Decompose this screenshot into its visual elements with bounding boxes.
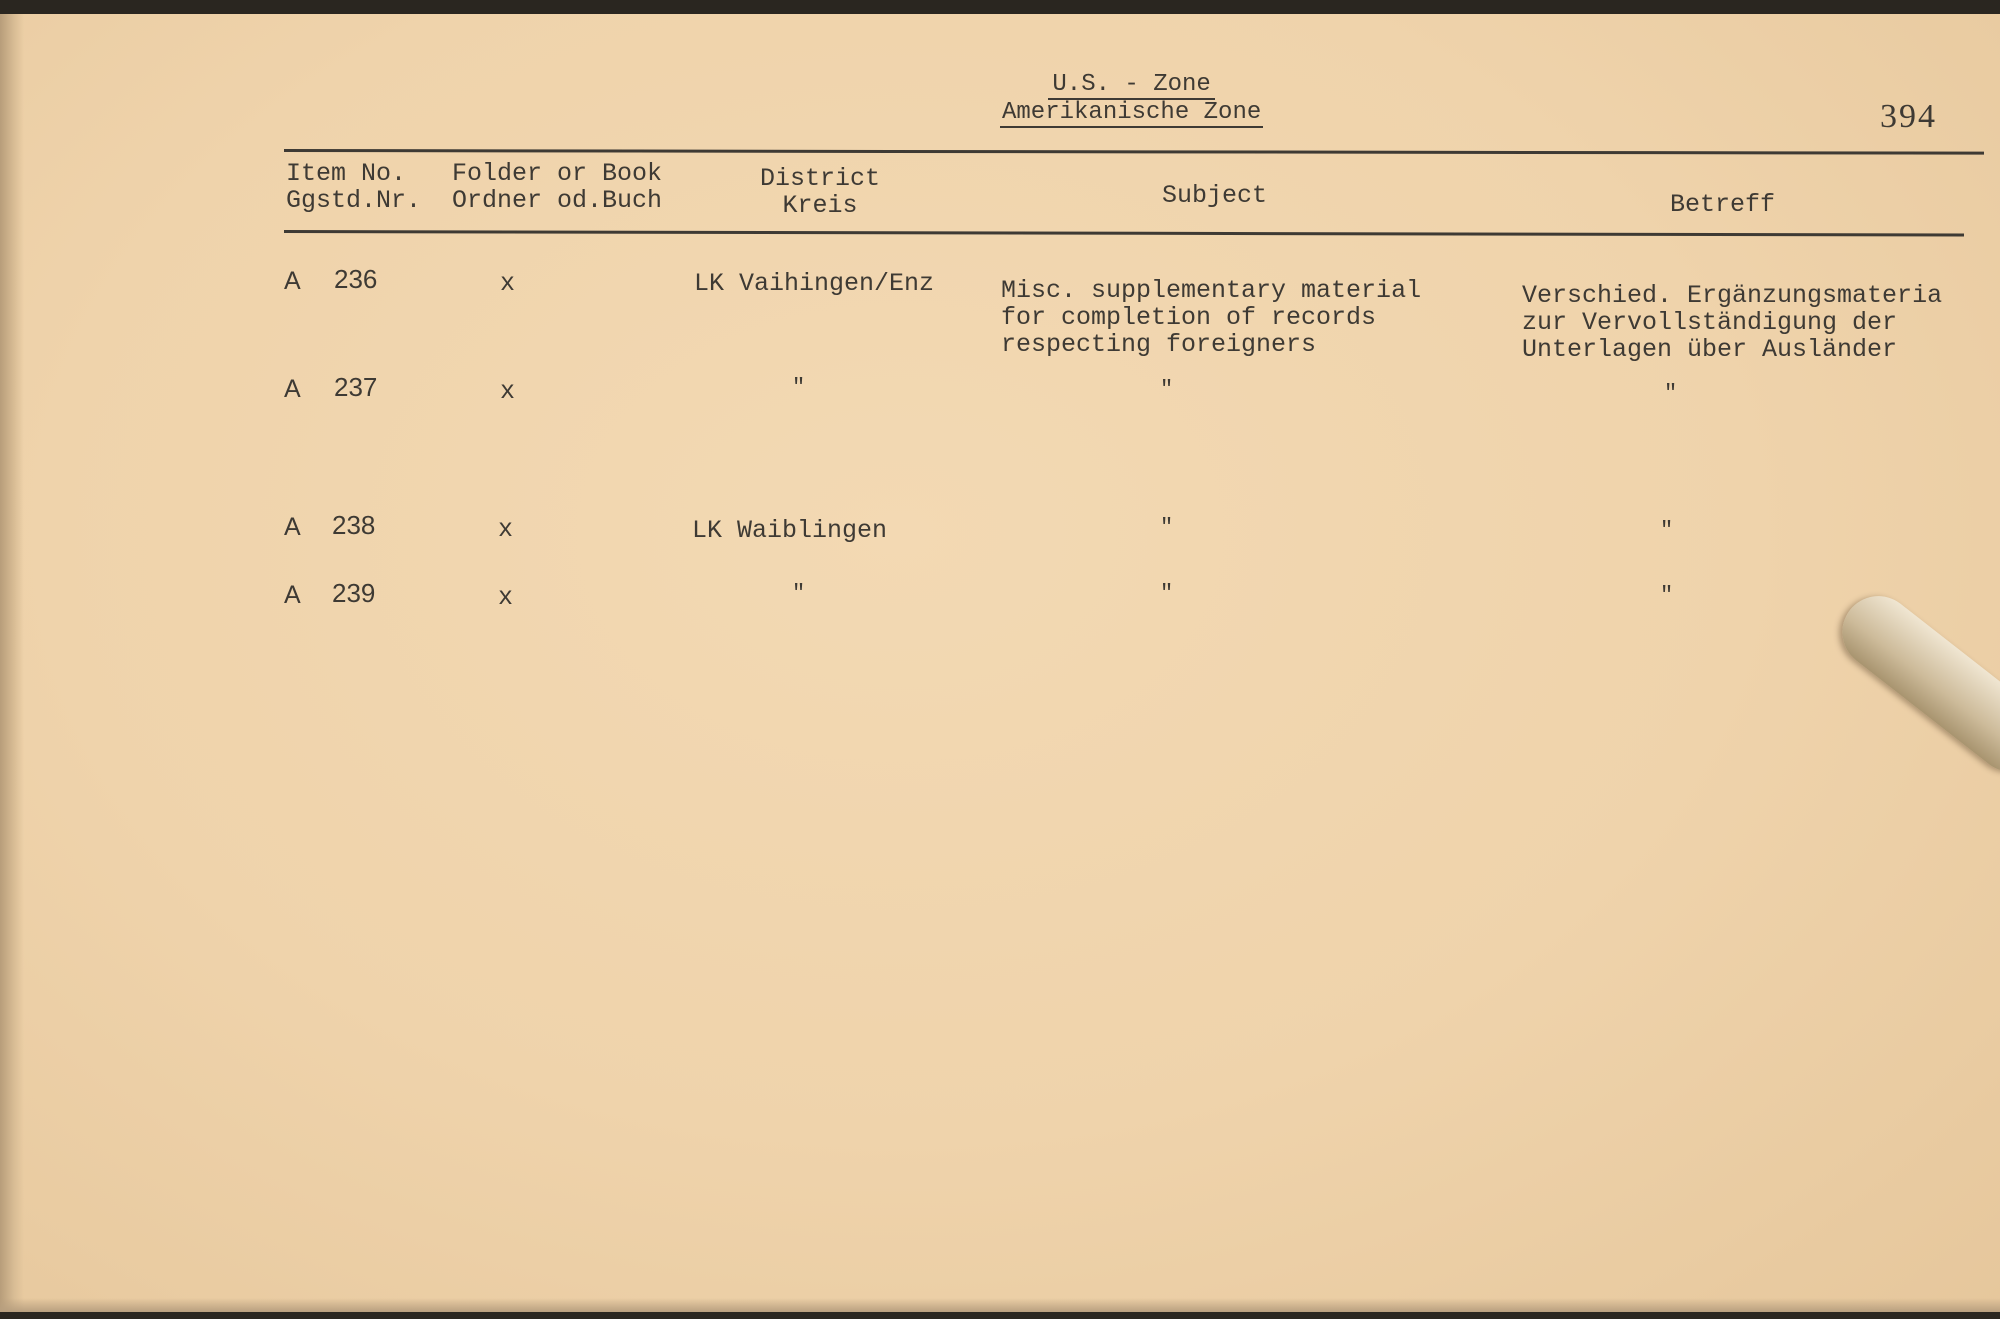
row-238-district: LK Waiblingen	[692, 516, 888, 545]
page-number: 394	[1880, 98, 1937, 135]
row-238-letter: A	[284, 513, 301, 541]
row-239-betreff: "	[1660, 583, 1674, 608]
row-237-letter: A	[284, 375, 301, 403]
ledger-page	[0, 14, 2000, 1312]
row-239-subject: "	[1160, 581, 1174, 606]
row-237-district: "	[792, 375, 806, 400]
zone-heading-english: U.S. - Zone	[1048, 72, 1214, 100]
row-238-subject: "	[1160, 515, 1174, 540]
zone-heading-german: Amerikanische Zone	[1002, 99, 1262, 126]
row-236-subject-line-1: Misc. supplementary material	[1001, 276, 1422, 305]
column-header-item-no	[286, 160, 421, 214]
row-236-subject	[1001, 277, 1421, 358]
row-236-letter: A	[284, 267, 301, 295]
row-236-subject-line-3: respecting foreigners	[1001, 330, 1317, 359]
row-239-district: "	[792, 581, 806, 606]
header-top-rule	[284, 149, 1984, 155]
header-bottom-rule	[284, 230, 1964, 237]
column-header-folder-de: Ordner od.Buch	[452, 186, 663, 215]
row-236-subject-line-2: for completion of records	[1001, 303, 1377, 332]
row-236-folder: x	[500, 269, 516, 298]
row-237-subject: "	[1160, 377, 1174, 402]
column-header-folder-en: Folder or Book	[452, 159, 663, 188]
row-238-folder: x	[498, 515, 514, 544]
column-header-district	[760, 165, 880, 219]
column-header-item-de: Ggstd.Nr.	[286, 186, 422, 215]
column-header-district-de: Kreis	[782, 191, 858, 220]
row-239-number: 239	[332, 578, 376, 608]
page-binding-edge	[0, 14, 24, 1312]
column-header-folder	[452, 160, 662, 214]
row-236-betreff-line-1: Verschied. Ergänzungsmateria	[1522, 281, 1943, 310]
row-238-betreff: "	[1660, 518, 1674, 543]
page-bottom-shadow	[0, 1298, 2000, 1312]
column-header-betreff: Betreff	[1670, 190, 1776, 219]
row-237-folder: x	[500, 377, 516, 406]
row-239-folder: x	[498, 583, 514, 612]
column-header-district-en: District	[760, 164, 881, 193]
column-header-subject: Subject	[1162, 181, 1268, 210]
column-header-item-en: Item No.	[286, 159, 407, 188]
row-236-district: LK Vaihingen/Enz	[694, 269, 935, 298]
row-236-number: 236	[334, 264, 378, 294]
row-237-betreff: "	[1664, 381, 1678, 406]
row-236-betreff-line-2: zur Vervollständigung der	[1522, 308, 1898, 337]
row-236-betreff	[1522, 282, 1942, 363]
row-239-letter: A	[284, 581, 301, 609]
zone-heading	[1000, 72, 1263, 128]
pen-tip	[1828, 582, 2000, 786]
row-237-number: 237	[334, 372, 378, 402]
row-238-number: 238	[332, 510, 376, 540]
row-236-betreff-line-3: Unterlagen über Ausländer	[1522, 335, 1898, 364]
